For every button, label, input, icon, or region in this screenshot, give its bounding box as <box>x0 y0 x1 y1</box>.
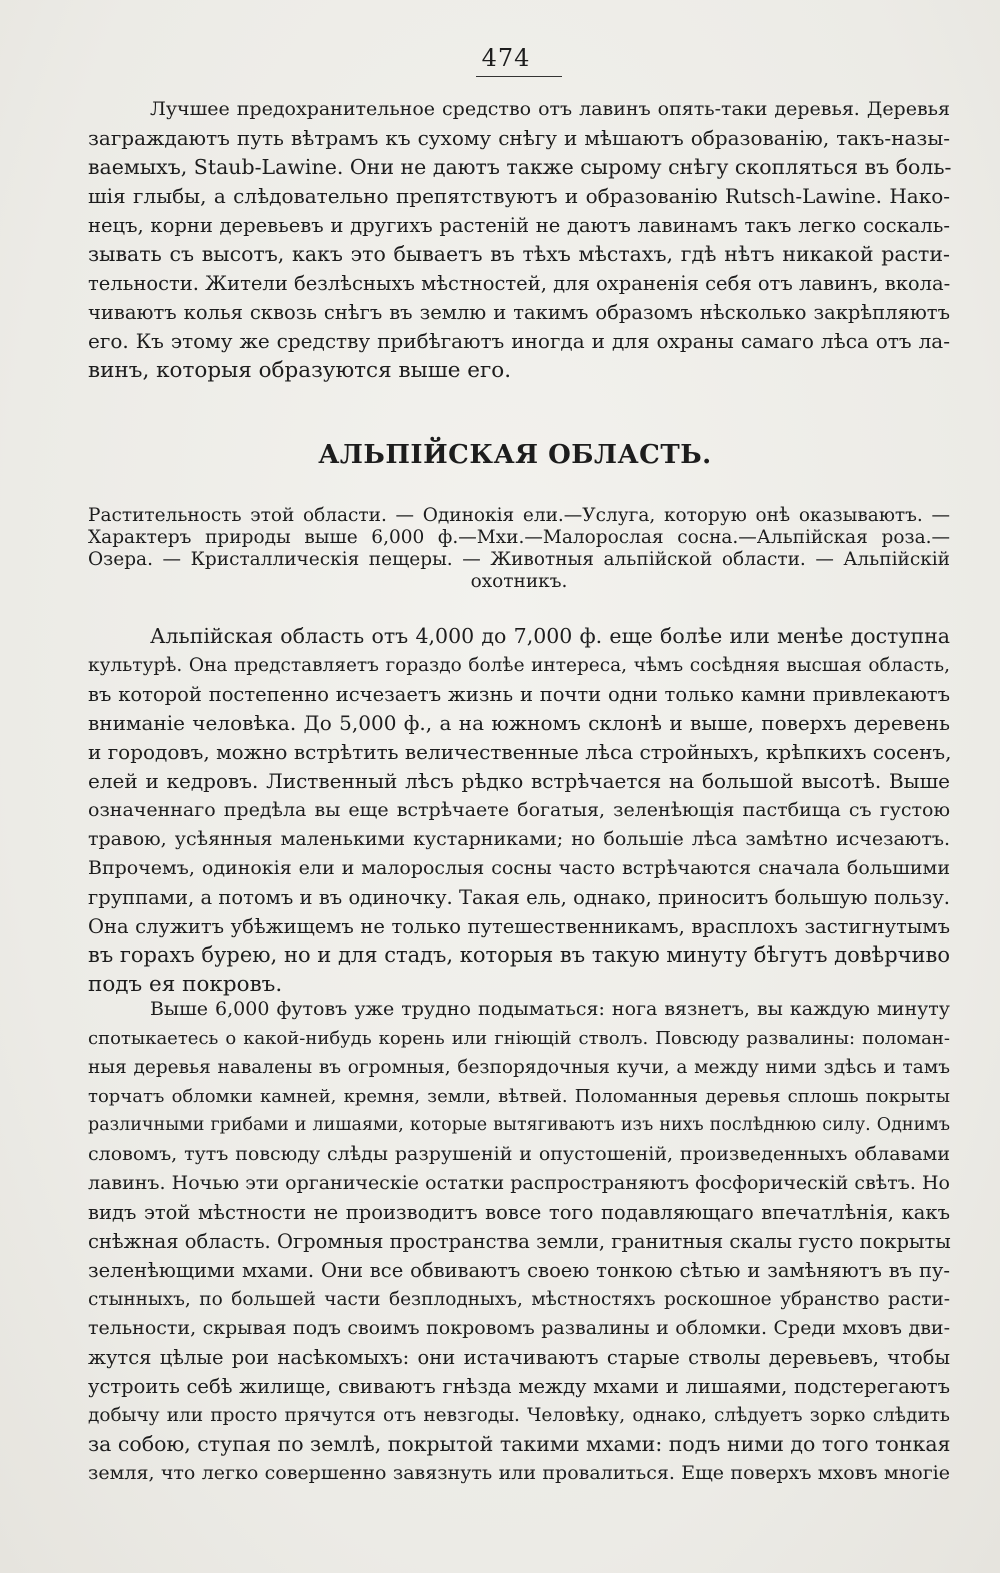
text-line: елей и кедровъ. Лиственный лѣсъ рѣдко встрѣчается на большой высотѣ. Выше <box>88 769 950 793</box>
text-line: въ горахъ бурею, но и для стадъ, которыя въ такую минуту бѣгутъ довѣрчиво <box>88 943 950 967</box>
text-line: добычу или просто прячутся отъ невзгоды. Человѣку, однако, слѣдуетъ зорко слѣдить <box>88 1405 950 1426</box>
text-line: винъ, которыя образуются выше его. <box>88 358 512 383</box>
text-line: стынныхъ, по большей части безплодныхъ, мѣстностяхъ роскошное убранство расти- <box>88 1289 950 1310</box>
text-line: его. Къ этому же средству прибѣгаютъ иногда и для охраны самаго лѣса отъ ла- <box>88 329 950 353</box>
text-line: тельности, скрывая подъ своимъ покровомъ развалины и обломки. Среди мховъ дви- <box>88 1317 950 1339</box>
text-line: и городовъ, можно встрѣтить величественные лѣса стройныхъ, крѣпкихъ сосенъ, <box>88 740 952 764</box>
text-line: зывать съ высотъ, какъ это бываетъ въ тѣхъ мѣстахъ, гдѣ нѣтъ никакой расти- <box>88 242 950 266</box>
text-line: словомъ, тутъ повсюду слѣды разрушеній и опустошеній, произведенныхъ облавами <box>88 1143 950 1165</box>
chapter-summary <box>88 505 950 593</box>
text-line: тельности. Жители безлѣсныхъ мѣстностей, для охраненія себя отъ лавинъ, вкола- <box>88 272 951 295</box>
summary-line: Растительность этой области. — Одинокія ели.—Услуга, которую онѣ оказываютъ. — <box>88 505 950 526</box>
text-line: видъ этой мѣстности не производитъ вовсе того подавляющаго впечатлѣнія, какъ <box>88 1201 950 1224</box>
paragraph-alpine-region <box>88 622 950 999</box>
section-heading: АЛЬПІЙСКАЯ ОБЛАСТЬ. <box>318 440 712 470</box>
text-line: ныя деревья навалены въ огромныя, безпорядочныя кучи, а между ними здѣсь и тамъ <box>88 1057 950 1078</box>
text-line: зеленѣющими мхами. Они все обвиваютъ своею тонкою сѣтью и замѣняютъ въ пу- <box>88 1259 950 1282</box>
text-line: чиваютъ колья сквозь снѣгъ въ землю и такимъ образомъ нѣсколько закрѣпляютъ <box>88 301 950 324</box>
text-line: снѣжная область. Огромныя пространства земли, гранитныя скалы густо покрыты <box>88 1230 951 1253</box>
text-line: въ которой постепенно исчезаетъ жизнь и почти одни только камни привлекаютъ <box>88 683 950 706</box>
text-line: спотыкаетесь о какой-нибудь корень или гніющій стволъ. Повсюду развалины: поломан- <box>88 1028 950 1049</box>
text-line: вниманіе человѣка. До 5,000 ф., а на южномъ склонѣ и выше, поверхъ деревень <box>88 711 950 735</box>
text-line: группами, а потомъ и въ одиночку. Такая ель, однако, приноситъ большую пользу. <box>88 886 950 909</box>
text-line: шія глыбы, а слѣдовательно препятствуютъ и образованію Rutsch-Lawine. Нако- <box>88 184 950 208</box>
text-line: травою, усѣянныя маленькими кустарниками; но большіе лѣса замѣтно исчезаютъ. <box>88 828 950 850</box>
text-line: культурѣ. Она представляетъ гораздо болѣе интереса, чѣмъ сосѣдняя высшая область, <box>88 655 950 676</box>
text-line: Она служитъ убѣжищемъ не только путешественникамъ, врасплохъ застигнутымъ <box>88 915 950 938</box>
text-line: земля, что легко совершенно завязнуть или провалиться. Еще поверхъ мховъ многіе <box>88 1462 950 1484</box>
paragraph-avalanche-protection <box>88 95 950 385</box>
text-line: означеннаго предѣла вы еще встрѣчаете богатыя, зеленѣющія пастбища съ густою <box>88 799 950 821</box>
summary-line: охотникъ. <box>470 571 568 592</box>
page-number: 474 <box>481 44 531 72</box>
text-line: Впрочемъ, одинокія ели и малорослыя сосны часто встрѣчаются сначала большими <box>88 857 950 879</box>
text-line: заграждаютъ путь вѣтрамъ къ сухому снѣгу и мѣшаютъ образованію, такъ-назы- <box>88 126 950 150</box>
text-line: ваемыхъ, Staub-Lawine. Они не даютъ также сырому снѣгу скопляться въ боль- <box>88 155 952 179</box>
text-line: Выше 6,000 футовъ уже трудно подыматься: нога вязнетъ, вы каждую минуту <box>150 998 950 1020</box>
text-line: жутся цѣлые рои насѣкомыхъ: они истачиваютъ старые стволы деревьевъ, чтобы <box>88 1346 950 1369</box>
text-line: подъ ея покровъ. <box>88 972 283 997</box>
page-number-rule <box>476 76 562 77</box>
text-line: за собою, ступая по землѣ, покрытой такими мхами: подъ ними до того тонкая <box>88 1432 951 1456</box>
summary-line: Характеръ природы выше 6,000 ф.—Мхи.—Малорослая сосна.—Альпійская роза.— <box>88 527 950 548</box>
text-line: устроить себѣ жилище, свиваютъ гнѣзда между мхами и лишаями, подстерегаютъ <box>88 1375 950 1398</box>
paragraph-above-6000-feet <box>88 995 950 1488</box>
text-line: различными грибами и лишаями, которые вытягиваютъ изъ нихъ послѣднюю силу. Однимъ <box>88 1115 950 1135</box>
text-line: торчатъ обломки камней, кремня, земли, вѣтвей. Поломанныя деревья сплошь покрыты <box>88 1086 950 1107</box>
text-line: Альпійская область отъ 4,000 до 7,000 ф. еще болѣе или менѣе доступна <box>150 624 950 648</box>
text-line: Лучшее предохранительное средство отъ лавинъ опять-таки деревья. Деревья <box>150 98 950 120</box>
text-line: лавинъ. Ночью эти органическіе остатки распространяютъ фосфорическій свѣтъ. Но <box>88 1172 950 1194</box>
summary-line: Озера. — Кристаллическія пещеры. — Животныя альпійской области. — Альпійскій <box>88 549 950 570</box>
text-line: нецъ, корни деревьевъ и другихъ растеній не даютъ лавинамъ такъ легко соскаль- <box>88 214 950 237</box>
